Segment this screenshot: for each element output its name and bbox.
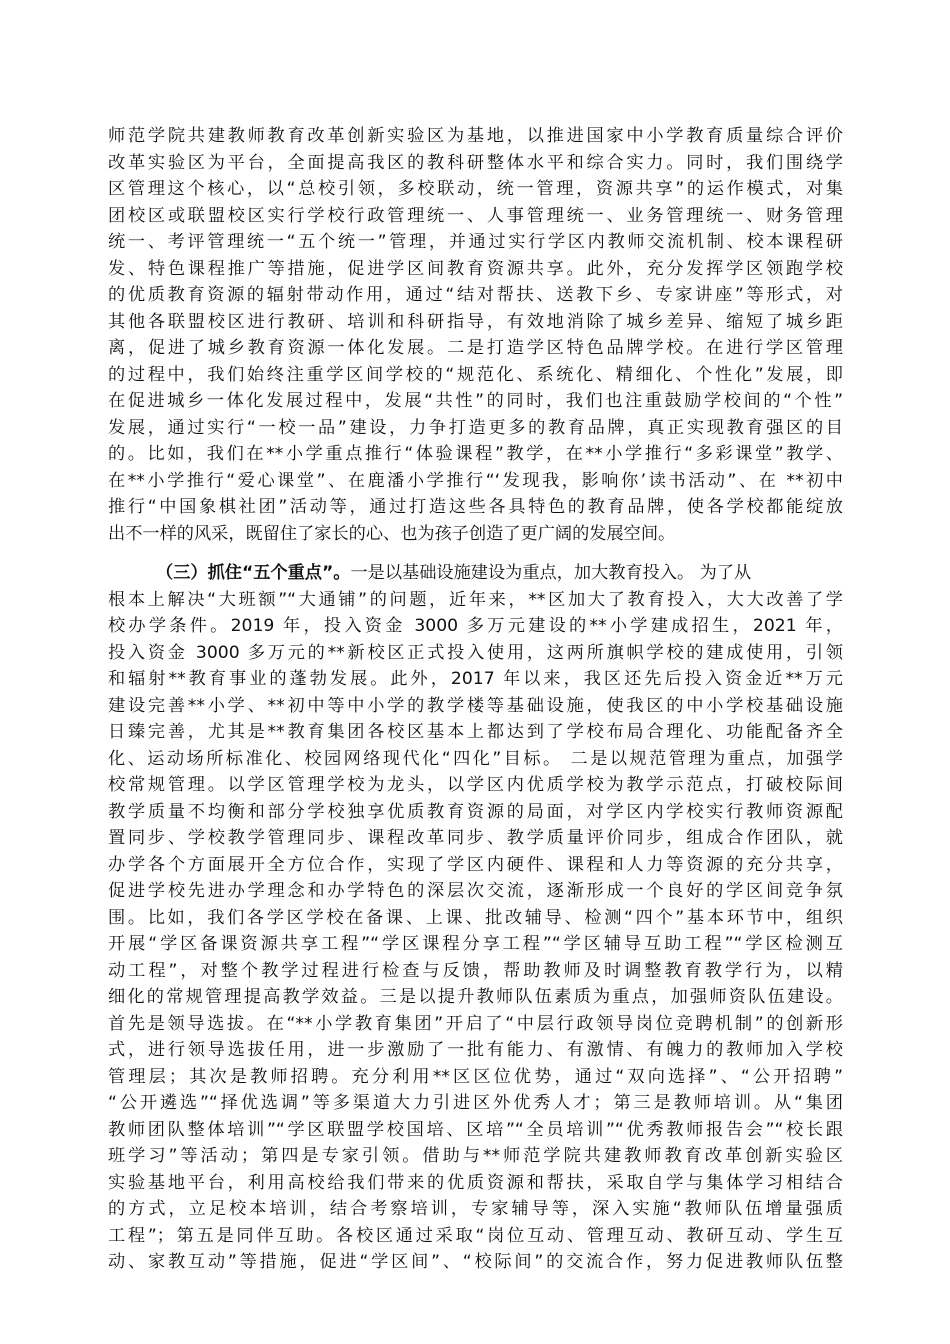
text-line: 开展“学区备课资源共享工程”“学区课程分享工程”“学区辅导互助工程”“学区检测互 xyxy=(108,934,843,954)
text-line: 的。比如，我们在**小学重点推行“体验课程”教学，在**小学推行“多彩课堂”教学、 xyxy=(108,444,843,464)
text-line: 教学质量不均衡和部分学校独享优质教育资源的局面，对学区内学校实行教师资源配 xyxy=(108,801,843,822)
text-line: 首先是领导选拔。在“**小学教育集团”开启了“中层行政领导岗位竞聘机制”的创新形 xyxy=(108,1013,843,1034)
text-line: 的优质教育资源的辐射带动作用，通过“结对帮扶、送教下乡、专家讲座”等形式，对 xyxy=(108,285,843,305)
text-line: 师范学院共建教师教育改革创新实验区为基地，以推进国家中小学教育质量综合评价 xyxy=(108,126,843,146)
text-line: 实验基地平台，利用高校给我们带来的优质资源和帮扶，采取自学与集体学习相结合 xyxy=(108,1172,843,1193)
text-line: 在**小学推行“爱心课堂”、在鹿潘小学推行“‘发现我，影响你’读书活动”、在 **初中 xyxy=(108,470,843,491)
text-line: 出不一样的风采，既留住了家长的心、也为孩子创造了更广阔的发展空间。 xyxy=(108,523,676,544)
text-line: 细化的常规管理提高教学效益。三是以提升教师队伍素质为重点，加强师资队伍建设。 xyxy=(108,987,843,1007)
text-line: “公开遴选”“择优选调”等多渠道大力引进区外优秀人才；第三是教师培训。从“集团 xyxy=(108,1093,843,1113)
text-line: 根本上解决“大班额”“大通铺”的问题，近年来，**区加大了教育投入，大大改善了学 xyxy=(108,589,843,610)
text-line: 教师团队整体培训”“学区联盟学校国培、区培”“全员培训”“优秀教师报告会”“校长跟 xyxy=(108,1119,843,1140)
text-line: 的过程中，我们始终注重学区间学校的“规范化、系统化、精细化、个性化”发展，即 xyxy=(108,364,843,385)
first-line-text: 一是以基础设施建设为重点，加大教育投入。 为了从 xyxy=(350,563,752,583)
text-line: 团校区或联盟校区实行学校行政管理统一、人事管理统一、业务管理统一、财务管理 xyxy=(108,205,843,226)
text-line: 动工程”，对整个教学过程进行检查与反馈，帮助教师及时调整教育教学行为，以精 xyxy=(108,960,843,981)
text-line: 区管理这个核心，以“总校引领，多校联动，统一管理，资源共享”的运作模式，对集 xyxy=(108,179,843,199)
text-line: 发、特色课程推广等措施，促进学区间教育资源共享。此外，充分发挥学区领跑学校 xyxy=(108,258,843,279)
text-line: 校办学条件。2019 年，投入资金 3000 多万元建设的**小学建成招生，2021 年， xyxy=(108,616,843,636)
text-line: 班学习”等活动；第四是专家引领。借助与**师范学院共建教师教育改革创新实验区 xyxy=(108,1146,843,1166)
text-line: 推行“中国象棋社团”活动等，通过打造这些各具特色的教育品牌，使各学校都能绽放 xyxy=(108,497,843,517)
text-line: 的方式，立足校本培训，结合考察培训，专家辅导等，深入实施“教师队伍增量强质 xyxy=(108,1199,843,1219)
paragraph-first-line xyxy=(156,560,843,587)
text-line: 建设完善**小学、**初中等中小学的教学楼等基础设施，使我区的中小学校基础设施 xyxy=(108,695,843,716)
text-line: 其他各联盟校区进行教研、培训和科研指导，有效地消除了城乡差异、缩短了城乡距 xyxy=(108,311,843,332)
text-line: 置同步、学校教学管理同步、课程改革同步、教学质量评价同步，组成合作团队，就 xyxy=(108,828,843,848)
text-line: 式，进行领导选拔任用，进一步激励了一批有能力、有激情、有魄力的教师加入学校 xyxy=(108,1040,843,1060)
text-line: 工程”；第五是同伴互助。各校区通过采取“岗位互动、管理互动、教研互动、学生互 xyxy=(108,1225,843,1246)
text-line: 离，促进了城乡教育资源一体化发展。二是打造学区特色品牌学校。在进行学区管理 xyxy=(108,338,843,358)
text-line: 办学各个方面展开全方位合作，实现了学区内硬件、课程和人力等资源的充分共享， xyxy=(108,854,843,875)
text-line: 管理层；其次是教师招聘。充分利用**区区位优势，通过“双向选择”、“公开招聘” xyxy=(108,1066,843,1087)
text-line: 日臻完善，尤其是**教育集团各校区基本上都达到了学校布局合理化、功能配备齐全 xyxy=(108,722,843,742)
section-heading: （三）抓住“五个重点”。 xyxy=(156,563,351,583)
text-line: 统一、考评管理统一“五个统一”管理，并通过实行学区内教师交流机制、校本课程研 xyxy=(108,232,843,252)
text-line: 校常规管理。以学区管理学校为龙头，以学区内优质学校为教学示范点，打破校际间 xyxy=(108,775,843,795)
text-line: 投入资金 3000 多万元的**新校区正式投入使用，这两所旗帜学校的建成使用，引领 xyxy=(108,642,843,663)
text-line: 促进学校先进办学理念和办学特色的深层次交流，逐渐形成一个良好的学区间竞争氛 xyxy=(108,881,843,901)
text-line: 改革实验区为平台，全面提高我区的教科研整体水平和综合实力。同时，我们围绕学 xyxy=(108,152,843,173)
text-line: 发展，通过实行“一校一品”建设，力争打造更多的教育品牌，真正实现教育强区的目 xyxy=(108,417,843,438)
text-line: 动、家教互动”等措施，促进“学区间”、“校际间”的交流合作，努力促进教师队伍整 xyxy=(108,1252,843,1272)
text-line: 在促进城乡一体化发展过程中，发展“共性”的同时，我们也注重鼓励学校间的“个性” xyxy=(108,391,843,411)
text-line: 化、运动场所标准化、校园网络现代化“四化”目标。 二是以规范管理为重点，加强学 xyxy=(108,748,843,769)
text-line: 和辐射**教育事业的蓬勃发展。此外，2017 年以来，我区还先后投入资金近**万元 xyxy=(108,669,843,689)
text-line: 围。比如，我们各学区学校在备课、上课、批改辅导、检测“四个”基本环节中，组织 xyxy=(108,907,843,928)
